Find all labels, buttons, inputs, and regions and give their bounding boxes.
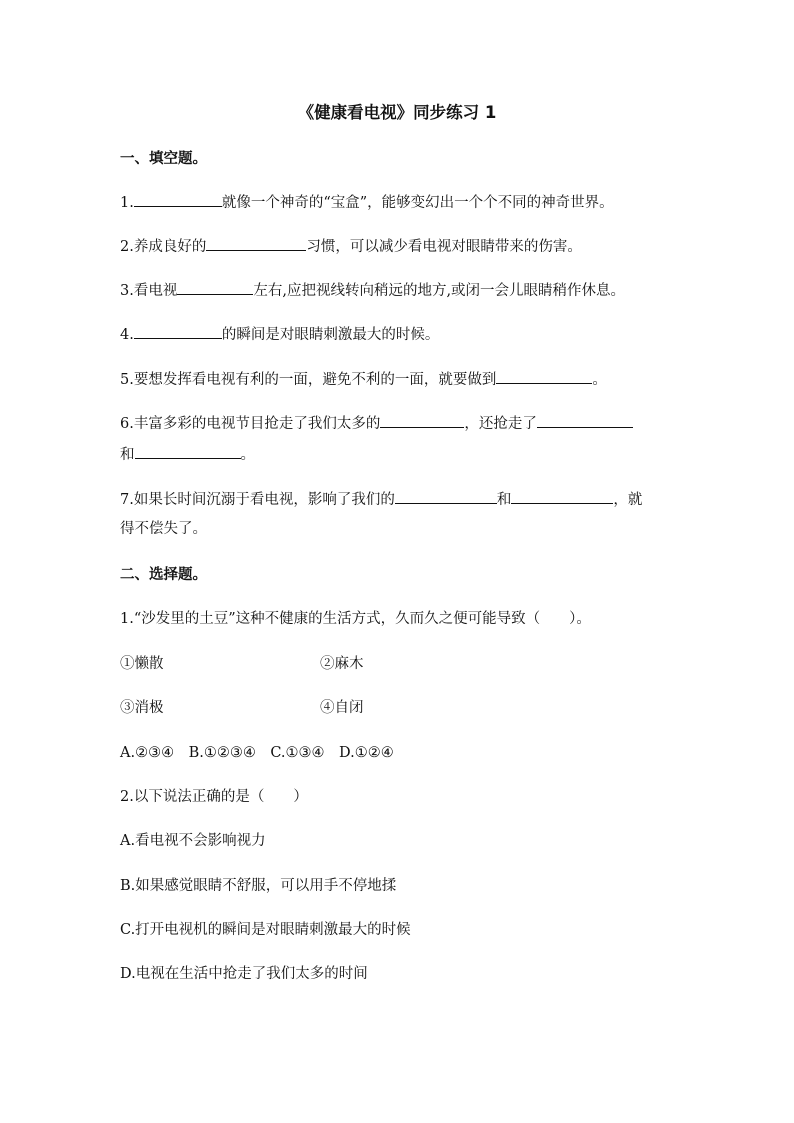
answer-blank[interactable]: [177, 280, 253, 295]
option-item: ④自闭: [320, 700, 364, 716]
question-text: 。: [592, 372, 607, 388]
choice-option-d[interactable]: D.电视在生活中抢走了我们太多的时间: [120, 966, 368, 982]
question-text: 就像一个神奇的“宝盒”，能够变幻出一个个不同的神奇世界。: [221, 195, 614, 211]
fill-question-7-continued: 得不偿失了。: [120, 521, 207, 537]
question-text: 习惯，可以减少看电视对眼睛带来的伤害。: [306, 239, 582, 255]
section-heading-multiple-choice: 二、选择题。: [120, 567, 207, 583]
answer-blank[interactable]: [380, 413, 464, 428]
fill-question-1: [120, 192, 614, 213]
question-text: 和: [120, 447, 135, 463]
choice-option-b[interactable]: B.如果感觉眼睛不舒服，可以用手不停地揉: [120, 878, 397, 894]
answer-blank[interactable]: [206, 236, 306, 251]
answer-blank[interactable]: [134, 324, 222, 339]
question-number: 4.: [120, 327, 134, 343]
answer-blank[interactable]: [511, 489, 613, 504]
question-text: 5.要想发挥看电视有利的一面，避免不利的一面，就要做到: [120, 372, 497, 388]
choice-question-1-answers[interactable]: A.②③④ B.①②③④ C.①③④ D.①②④: [120, 745, 394, 761]
fill-question-4: [120, 324, 439, 345]
fill-question-7: [120, 489, 642, 510]
fill-question-3: [120, 280, 625, 301]
choice-question-1-stem: 1.“沙发里的土豆”这种不健康的生活方式，久而久之便可能导致（ ）。: [120, 611, 591, 627]
fill-question-6: [120, 413, 633, 434]
answer-blank[interactable]: [134, 192, 222, 207]
section-heading-fill-in: 一、填空题。: [120, 151, 207, 167]
question-text: 左右,应把视线转向稍远的地方,或闭一会儿眼睛稍作休息。: [253, 283, 626, 299]
fill-question-2: [120, 236, 582, 257]
page-title: 《健康看电视》同步练习 1: [297, 103, 497, 122]
option-item: ③消极: [120, 700, 164, 716]
question-text: 3.看电视: [120, 283, 178, 299]
fill-question-5: [120, 369, 607, 390]
answer-blank[interactable]: [395, 489, 497, 504]
answer-blank[interactable]: [496, 369, 592, 384]
question-text: 的瞬间是对眼睛刺激最大的时候。: [221, 327, 440, 343]
question-text: 和: [496, 492, 512, 508]
option-item: ①懒散: [120, 656, 164, 672]
choice-option-c[interactable]: C.打开电视机的瞬间是对眼睛刺激最大的时候: [120, 922, 411, 938]
question-text: ，就: [613, 492, 643, 508]
choice-question-2-stem: 2.以下说法正确的是（ ）: [120, 789, 308, 805]
option-item: ②麻木: [320, 656, 364, 672]
choice-option-a[interactable]: A.看电视不会影响视力: [120, 833, 266, 849]
question-text: 6.丰富多彩的电视节目抢走了我们太多的: [120, 416, 381, 432]
choice-question-1-options-row-1: [120, 654, 164, 674]
question-text: 2.养成良好的: [120, 239, 207, 255]
choice-question-1-options-row-2: [120, 698, 164, 718]
question-text: 7.如果长时间沉溺于看电视，影响了我们的: [120, 492, 395, 508]
answer-blank[interactable]: [135, 444, 241, 459]
question-number: 1.: [120, 195, 134, 211]
answer-blank[interactable]: [537, 413, 633, 428]
fill-question-6-continued: [120, 444, 255, 465]
question-text: ，还抢走了: [464, 416, 537, 432]
question-text: 。: [240, 447, 255, 463]
